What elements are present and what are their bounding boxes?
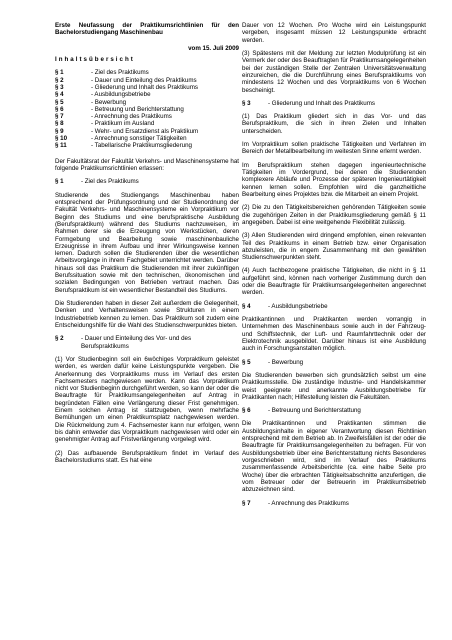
section-3-paragraph: Im Vorpraktikum sollen praktische Tätigkeiten und Verfahren im Bereich der Metallbearbeitung im weitesten Sinne erlernt werden. — [242, 141, 426, 156]
section-6-heading — [242, 407, 426, 414]
toc-heading: Inhaltsübersicht — [55, 55, 135, 63]
toc-item-title: - Anrechnung sonstiger Tätigkeiten — [91, 135, 187, 143]
toc-item-number: § 11 — [55, 142, 67, 150]
toc-item-number: § 6 — [55, 105, 64, 113]
section-5-paragraph: Die Studierenden bewerben sich grundsätzlich selbst um eine Praktikumsstelle. Die zuständige Industrie- und Handelskammer weist geeignete und anerkannte Ausbildungsbetriebe für Praktikanten nach; Hilfestellung leisten die Fakultäten. — [242, 371, 426, 401]
section-4-heading — [242, 303, 426, 310]
toc-item — [55, 84, 239, 91]
section-3-paragraph: Im Berufspraktikum stehen dagegen ingenieurtechnische Tätigkeiten im Vordergrund, bei denen die Studierenden komplexere Abläufe und Prozesse der späteren Ingenieurtätigkeit kennen lernen sollen. Empfohlen wird die ganzheitliche Bearbeitung eines Projektes bzw. die Mitarbeit an einem Projekt. — [242, 161, 426, 198]
toc-item-title: - Praktikum im Ausland — [91, 120, 155, 128]
section-number: § 6 — [242, 407, 251, 415]
section-title: - Bewerbung — [268, 358, 304, 366]
toc-item-title: - Bewerbung — [91, 98, 127, 106]
toc-item-number: § 8 — [55, 120, 64, 128]
toc-item-number: § 9 — [55, 127, 64, 135]
section-2-heading — [55, 335, 239, 350]
table-of-contents — [55, 69, 239, 149]
section-3-paragraph: (2) Die zu den Tätigkeitsbereichen gehörenden Tätigkeiten sowie die zugehörigen Zeiten in der Praktikumsgliederung gemäß § 11 angegeben. Dabei ist eine weitgehende Flexibilität zulässig. — [242, 204, 426, 226]
section-3-heading — [242, 100, 426, 107]
toc-item-title: - Anrechnung des Praktikums — [91, 113, 172, 121]
toc-item-title: - Ausbildungsbetriebe — [91, 91, 151, 99]
section-number: § 3 — [242, 99, 251, 107]
section-number: § 4 — [242, 302, 251, 310]
section-2-paragraph: (3) Spätestens mit der Meldung zur letzten Modulprüfung ist ein Vermerk der oder des Beauftragten für Praktikumsangelegenheiten bei der zuständigen Stelle der Zentralen Universitätsverwaltung einzureichen, die die Durchführung eines Berufspraktikums von mindestens 12 Wochen und des Vorpraktikums von 6 Wochen bescheinigt. — [242, 49, 426, 94]
section-title: - Dauer und Einteilung des Vor- und des Berufspraktikums — [81, 335, 192, 350]
section-3-paragraph: (1) Das Praktikum gliedert sich in das Vor- und das Berufspraktikum, die sich in ihren Zielen und Inhalten unterscheiden. — [242, 113, 426, 135]
section-5-heading — [242, 359, 426, 366]
toc-item-number: § 4 — [55, 91, 64, 99]
toc-item — [55, 69, 239, 76]
toc-item-title: - Ziel des Praktikums — [91, 69, 149, 77]
toc-item-title: - Tabellarische Praktikumsgliederung — [91, 142, 192, 150]
section-2-paragraph: (1) Vor Studienbeginn soll ein 6wöchiges Vorpraktikum geleistet werden, es werden dafür keine Leistungspunkte vergeben. Die Anerkennung des Vorpraktikums muss im Verlauf des ersten Fachsemesters nachgewiesen werden. Kann das Vorpraktikum nicht vor Studienbeginn durchgeführt werden, so kann der oder die Beauftragte für Praktikumsangelegenheiten auf Antrag in begründeten Fällen eine Verlängerung dieser Frist genehmigen. Einem solchen Antrag ist stattzugeben, wenn mehrfache Bemühungen um einen Praktikumsplatz nachgewiesen werden. Die Rückmeldung zum 4. Fachsemester kann nur erfolgen, wenn bis dahin entweder das Vorpraktikum nachgewiesen wird oder ein genehmigter Antrag auf Fristverlängerung vorgelegt wird. — [55, 355, 239, 444]
toc-item — [55, 135, 239, 142]
section-4-paragraph: Praktikantinnen und Praktikanten werden vorrangig in Unternehmen des Maschinenbaus sowie auch in der Fahrzeug- und Schiffstechnik, der Luft- und Raumfahrttechnik oder der Elektrotechnik ausgebildet. Darüber hinaus ist eine Ausbildung auch in Forschungsanstalten möglich. — [242, 316, 426, 353]
toc-item — [55, 77, 239, 84]
section-title: - Betreuung und Berichterstattung — [268, 407, 361, 415]
toc-item — [55, 99, 239, 106]
section-title: - Anrechnung des Praktikums — [268, 499, 349, 507]
toc-item-number: § 5 — [55, 98, 64, 106]
toc-item-title: - Gliederung und Inhalt des Praktikums — [91, 83, 198, 91]
toc-item — [55, 120, 239, 127]
toc-item — [55, 113, 239, 120]
section-3-paragraph: (4) Auch fachbezogene praktische Tätigkeiten, die nicht in § 11 aufgeführt sind, können nach vorheriger Zustimmung durch den oder die Beauftragte für Praktikumsangelegenheiten angerechnet werden. — [242, 267, 426, 297]
toc-item — [55, 106, 239, 113]
section-1-paragraph: Studierende des Studiengangs Maschinenbau haben entsprechend der Prüfungsordnung und der Studienordnung der Fakultät Verkehrs- und Maschinensysteme ein Vorpraktikum vor Beginn des Studiums und eine berufspraktische Ausbildung (Berufspraktikum) während des Studiums nachzuweisen, im Rahmen derer sie die Erzeugung von Werkstücken, deren Formgebung und Bearbeitung sowie maschinenbauliche Erzeugnisse in ihrem Aufbau und ihrer Wirkungsweise kennen lernen. Dadurch sollen die Studierenden über die wesentlichen Arbeitsvorgänge in ihrem Fachgebiet unterrichtet werden. Darüber hinaus soll das Praktikum die Studierenden mit ihrer zukünftigen Berufssituation sowie mit den technischen, ökonomischen und sozialen Bedingungen von Betrieben vertraut machen. Das Berufspraktikum ist ein wesentlicher Bestandteil des Studiums. — [55, 191, 239, 294]
section-2-paragraph: Dauer von 12 Wochen. Pro Woche wird ein Leistungspunkt vergeben, insgesamt müssen 12 Leistungspunkte erbracht werden. — [242, 22, 426, 44]
left-column — [55, 22, 239, 470]
section-number: § 5 — [242, 358, 251, 366]
section-number: § 1 — [55, 178, 64, 186]
section-title: - Ausbildungsbetriebe — [268, 302, 328, 310]
section-2-paragraph: (2) Das aufbauende Berufspraktikum findet im Verlauf des Bachelorstudiums statt. Es hat eine — [55, 449, 239, 464]
toc-item-number: § 7 — [55, 113, 64, 121]
toc-item-number: § 10 — [55, 135, 68, 143]
toc-item-title: - Dauer und Einteilung des Praktikums — [91, 76, 197, 84]
toc-item — [55, 128, 239, 135]
section-number: § 7 — [242, 499, 251, 507]
section-title: - Gliederung und Inhalt des Praktikums — [268, 99, 375, 107]
section-6-paragraph: Die Praktikantinnen und Praktikanten stimmen die Ausbildungsinhalte in eigener Verantwortung diesen Richtlinien entsprechend mit dem Betrieb ab. In Zweifelsfällen ist der oder die Beauftragte für Praktikumsangelegenheiten zu befragen. Für von Ausbildungsbetrieb über eine Berichterstattung nichts Besonderes vorgeschrieben wird, sind im Verlauf des Praktikums zusammenfassende Arbeitsberichte (ca. eine halbe Seite pro Woche) über die erbrachten Tätigkeitsabschnitte anzufertigen, die vom Betreuer oder der Betreuerin im Praktikumsbetrieb abzuzeichnen sind. — [242, 420, 426, 494]
toc-item-number: § 3 — [55, 83, 64, 91]
toc-item-title: - Betreuung und Berichterstattung — [91, 105, 184, 113]
document-date: vom 15. Juli 2009 — [188, 44, 239, 52]
right-column — [242, 22, 426, 513]
toc-item — [55, 142, 239, 149]
document-title: Erste Neufassung der Praktikumsrichtlinien für den Bachelorstudiengang Maschinenbau — [55, 22, 239, 37]
toc-item-number: § 1 — [55, 69, 64, 77]
section-3-paragraph: (3) Allen Studierenden wird dringend empfohlen, einen relevanten Teil des Praktikums in einem Betrieb bzw. einer Organisation abzuleisten, die in engem Zusammenhang mit den gewählten Studienschwerpunkten steht. — [242, 232, 426, 262]
toc-item-title: - Wehr- und Ersatzdienst als Praktikum — [91, 127, 199, 135]
section-1-paragraph: Die Studierenden haben in dieser Zeit außerdem die Gelegenheit, Denken und Verhaltensweisen sowie Strukturen in einem Industriebetrieb kennen zu lernen. Das Praktikum soll zudem eine Entscheidungshilfe für die Wahl des Studienschwerpunktes bieten. — [55, 300, 239, 329]
section-7-heading — [242, 500, 426, 507]
preamble: Der Fakultätsrat der Fakultät Verkehrs- und Maschinensysteme hat folgende Praktikumsrichtlinien erlassen: — [55, 157, 239, 172]
section-1-heading — [55, 178, 239, 185]
section-number: § 2 — [55, 335, 64, 343]
toc-item — [55, 91, 239, 98]
section-title: - Ziel des Praktikums — [81, 178, 139, 186]
toc-item-number: § 2 — [55, 76, 64, 84]
